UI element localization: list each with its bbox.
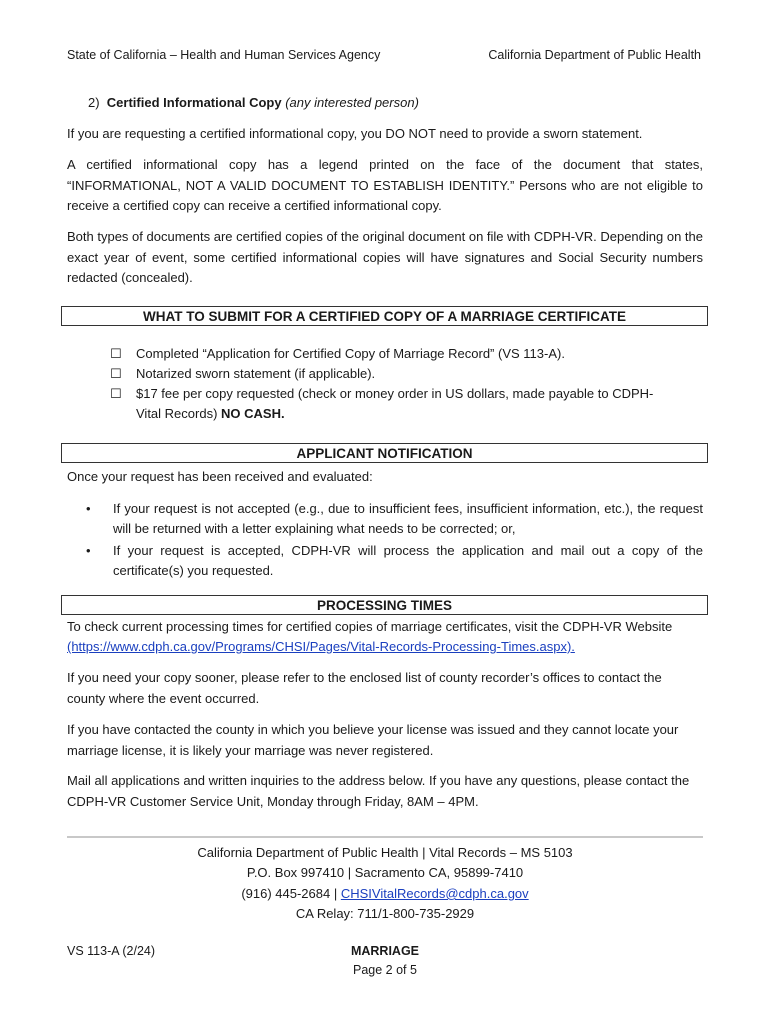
no-cash-notice: NO CASH.: [221, 406, 285, 421]
form-title: MARRIAGE: [350, 944, 420, 958]
address-line-po-box: P.O. Box 997410 | Sacramento CA, 95899-7410: [246, 865, 524, 880]
processing-times-link[interactable]: (https://www.cdph.ca.gov/Programs/CHSI/Pages/Vital-Records-Processing-Times.aspx).: [67, 639, 575, 654]
bullet-icon: •: [86, 543, 91, 558]
address-line-relay: CA Relay: 711/1-800-735-2929: [295, 906, 475, 921]
processing-times-heading: PROCESSING TIMES: [61, 595, 708, 615]
paragraph-county-recorder: If you need your copy sooner, please refer to the enclosed list of county recorder’s offices to contact the county where the event occurred.: [67, 670, 662, 706]
processing-times-intro: To check current processing times for certified copies of marriage certificates, visit the CDPH-VR Website: [67, 619, 673, 634]
address-line-department: California Department of Public Health | Vital Records – MS 5103: [197, 845, 573, 860]
section-title: Certified Informational Copy: [106, 95, 282, 110]
section-qualifier: (any interested person): [285, 95, 419, 110]
paragraph-informational-legend: A certified informational copy has a legend printed on the face of the document that states, “INFORMATIONAL, NOT A VALID DOCUMENT TO ESTABLISH IDENTITY.” Persons who are not eligible to receive a certified copy can receive a certified informational copy.: [67, 157, 703, 213]
document-page: State of California – Health and Human Services Agency California Department of Public Health 2) Certified Informational Copy (any interested person) If you are requesting a certified informational copy, you DO NOT need to provide a sworn statement. A certified informational copy has a legend printed on the face of the document that states, “INFORMATIONAL, NOT A VALID DOCUMENT TO ESTABLISH IDENTITY.” Persons who are not eligible to receive a certified copy can receive a certified informational copy. Both types of documents are certified copies of the original document on file with CDPH-VR. Depending on the exact year of event, some certified informational copies will have signatures and Social Security numbers redacted (concealed). WHAT TO SUBMIT FOR A CERTIFIED COPY OF A MARRIAGE CERTIFICATE ☐ Completed “Application for Certified Copy of Marriage Record” (VS 113-A). ☐ Notarized sworn statement (if applicable). ☐ $17 fee per copy requested (check or money order in US dollars, made payable to CDPH-Vital Records) NO CASH. APPLICANT NOTIFICATION Once your request has been received and evaluated: • If your request is not accepted (e.g., due to insufficient fees, insufficient information, etc.), the request will be returned with a letter explaining what needs to be corrected; or, • If your request is accepted, CDPH-VR will process the application and mail out a copy of the certificate(s) you requested. PROCESSING TIMES To check current processing times for certified copies of marriage certificates, visit the CDPH-VR Website (https://www.cdph.ca.gov/Programs/CHSI/Pages/Vital-Records-Processing-Times.aspx). If you need your copy sooner, please refer to the enclosed list of county recorder’s offices to contact the county where the event occurred. If you have contacted the county in which you believe your license was issued and they cannot locate your marriage license, it is likely your marriage was never registered. Mail all applications and written inquiries to the address below. If you have any questions, please contact the CDPH-VR Customer Service Unit, Monday through Friday, 8AM – 4PM. California Department of Public Health | Vital Records – MS 5103 P.O. Box 997410 | Sacramento CA, 95899-7410 (916) 445-2684 | CHSIVitalRecords@cdph.ca.gov CA Relay: 711/1-800-735-2929 VS 113-A (2/24) MARRIAGE Page 2 of 5: [0, 0, 770, 1024]
paragraph-license-not-found: If you have contacted the county in which you believe your license was issued and they cannot locate your marriage license, it is likely your marriage was never registered.: [67, 722, 679, 758]
applicant-notification-intro: Once your request has been received and evaluated:: [67, 469, 373, 484]
address-line-contact: [0, 886, 770, 901]
paragraph-no-sworn-statement: If you are requesting a certified informational copy, you DO NOT need to provide a sworn statement.: [67, 126, 643, 141]
checkbox-icon: ☐: [110, 386, 122, 401]
header-department: California Department of Public Health: [488, 48, 701, 62]
what-to-submit-heading: WHAT TO SUBMIT FOR A CERTIFIED COPY OF A MARRIAGE CERTIFICATE: [61, 306, 708, 326]
footer-divider: [67, 836, 703, 838]
applicant-notification-heading: APPLICANT NOTIFICATION: [61, 443, 708, 463]
paragraph-mail-inquiries: Mail all applications and written inquiries to the address below. If you have any questions, please contact the CDPH-VR Customer Service Unit, Monday through Friday, 8AM – 4PM.: [67, 773, 690, 809]
section-number: 2): [88, 95, 100, 110]
form-id: VS 113-A (2/24): [67, 944, 156, 958]
email-link[interactable]: CHSIVitalRecords@cdph.ca.gov: [340, 886, 529, 901]
checkbox-icon: ☐: [110, 346, 122, 361]
checkbox-icon: ☐: [110, 366, 122, 381]
paragraph-document-types: Both types of documents are certified copies of the original document on file with CDPH-VR. Depending on the exact year of event, some certified informational copies will have signatures and Social Security numbers redacted (concealed).: [67, 229, 703, 285]
section-2-title: [88, 93, 688, 114]
phone-number: (916) 445-2684 |: [241, 886, 338, 901]
bullet-icon: •: [86, 501, 91, 516]
page-number: Page 2 of 5: [353, 963, 417, 977]
header-agency: State of California – Health and Human Services Agency: [67, 48, 381, 62]
